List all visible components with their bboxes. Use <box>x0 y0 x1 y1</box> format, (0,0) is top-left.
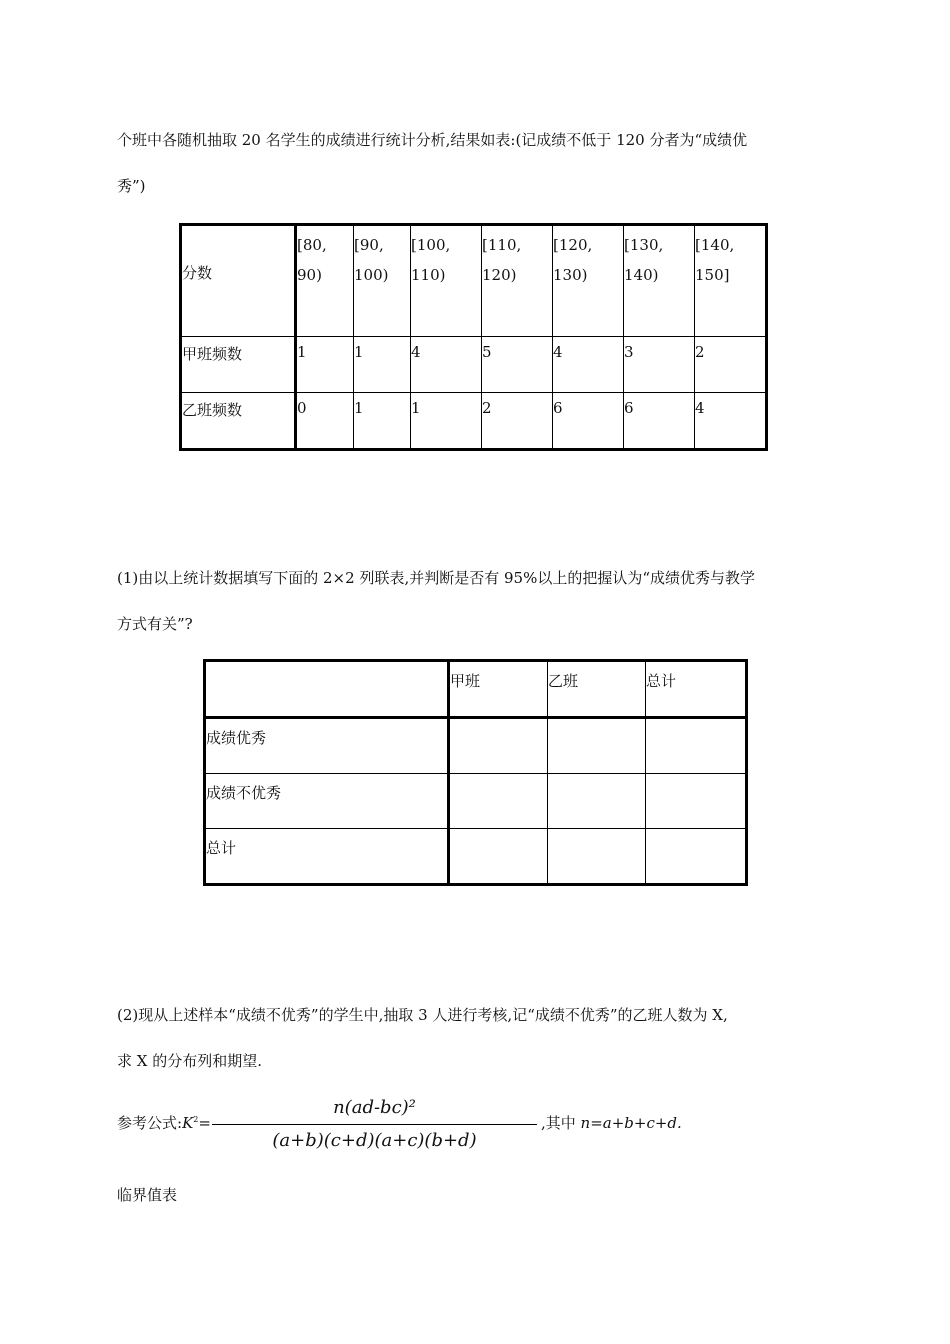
interval-start: [130, <box>624 236 664 254</box>
table-cell <box>411 337 482 393</box>
fraction-bar <box>212 1124 537 1125</box>
header-class-b: 乙班 <box>548 672 579 690</box>
interval-start: [80, <box>297 236 327 254</box>
table-cell <box>548 774 646 829</box>
table-cell <box>449 661 548 718</box>
table-cell <box>296 393 354 450</box>
cell-value: 1 <box>297 343 307 361</box>
formula-k: K <box>182 1114 194 1132</box>
table-cell <box>411 393 482 450</box>
table-cell <box>411 225 482 337</box>
table-cell <box>624 393 695 450</box>
cell-value: 4 <box>411 343 421 361</box>
table-cell <box>449 718 548 774</box>
table-row <box>181 337 767 393</box>
interval-end: 110) <box>411 266 446 284</box>
row-label-not-excellent: 成绩不优秀 <box>206 784 282 802</box>
cell-value: 4 <box>695 399 705 417</box>
question-1 <box>117 555 837 647</box>
question-2 <box>117 992 837 1084</box>
cell-value: 6 <box>553 399 563 417</box>
table-row <box>181 225 767 337</box>
table-cell <box>205 829 449 885</box>
table-cell <box>646 829 747 885</box>
cell-value: 1 <box>411 399 421 417</box>
row-label-class-b: 乙班频数 <box>182 401 243 419</box>
formula-prefix-group <box>117 1112 211 1133</box>
header-empty <box>206 662 447 670</box>
interval-start: [100, <box>411 236 451 254</box>
table-cell <box>181 393 296 450</box>
cell-value: 3 <box>624 343 634 361</box>
interval-start: [120, <box>553 236 593 254</box>
header-class-a: 甲班 <box>450 672 481 690</box>
table-cell <box>354 225 411 337</box>
critical-table-title <box>117 1172 837 1218</box>
table-cell <box>181 337 296 393</box>
question-2-line-2: 求 X 的分布列和期望. <box>117 1052 262 1070</box>
table-row <box>205 718 747 774</box>
interval-end: 130) <box>553 266 588 284</box>
row-label-total: 总计 <box>206 839 237 857</box>
table-cell <box>548 661 646 718</box>
header-total: 总计 <box>646 672 677 690</box>
table-cell <box>548 829 646 885</box>
interval-end: 150] <box>695 266 730 284</box>
table-cell <box>205 718 449 774</box>
table-cell <box>449 774 548 829</box>
formula-condition: n=a+b+c+d. <box>580 1114 682 1132</box>
cell-value: 1 <box>354 343 364 361</box>
table-cell <box>553 393 624 450</box>
table-cell <box>624 337 695 393</box>
formula-numerator: n(ad-bc)² <box>333 1097 416 1118</box>
formula-equals: = <box>198 1114 211 1132</box>
question-1-line-1: (1)由以上统计数据填写下面的 2×2 列联表,并判断是否有 95%以上的把握认为“成绩优秀与教学 <box>117 569 755 587</box>
table-cell <box>548 718 646 774</box>
table-cell <box>695 337 767 393</box>
table-row <box>205 661 747 718</box>
cell-value: 2 <box>695 343 705 361</box>
formula-k-exponent: 2 <box>193 1115 199 1124</box>
table-cell <box>354 337 411 393</box>
cell-value: 4 <box>553 343 563 361</box>
table-cell <box>482 225 553 337</box>
table-cell <box>205 774 449 829</box>
formula-denominator: (a+b)(c+d)(a+c)(b+d) <box>272 1130 477 1151</box>
cell-value: 0 <box>297 399 307 417</box>
formula-suffix: ,其中 <box>541 1114 581 1132</box>
table-cell <box>354 393 411 450</box>
contingency-table <box>203 659 748 886</box>
table-cell <box>296 337 354 393</box>
table-cell <box>624 225 695 337</box>
table-row <box>205 829 747 885</box>
table-cell <box>449 829 548 885</box>
critical-table-title-text: 临界值表 <box>117 1186 178 1204</box>
table-cell <box>646 774 747 829</box>
table-cell <box>296 225 354 337</box>
table-cell <box>181 225 296 337</box>
table-cell <box>646 718 747 774</box>
interval-end: 100) <box>354 266 389 284</box>
table-cell <box>482 337 553 393</box>
formula-suffix-group <box>541 1112 682 1133</box>
table-row <box>205 774 747 829</box>
question-2-line-1: (2)现从上述样本“成绩不优秀”的学生中,抽取 3 人进行考核,记“成绩不优秀”的乙班人数为 X, <box>117 1006 728 1024</box>
interval-end: 120) <box>482 266 517 284</box>
table-cell <box>695 393 767 450</box>
score-frequency-table <box>179 223 768 451</box>
cell-value: 2 <box>482 399 492 417</box>
interval-end: 90) <box>297 266 322 284</box>
formula-fraction <box>212 1095 537 1154</box>
table-cell <box>553 337 624 393</box>
question-1-line-2: 方式有关”? <box>117 615 193 633</box>
intro-line-1: 个班中各随机抽取 20 名学生的成绩进行统计分析,结果如表:(记成绩不低于 120 分者为“成绩优 <box>117 131 748 149</box>
table-cell <box>482 393 553 450</box>
table-cell <box>646 661 747 718</box>
cell-value: 1 <box>354 399 364 417</box>
cell-value: 5 <box>482 343 492 361</box>
row-label-class-a: 甲班频数 <box>182 345 243 363</box>
table-row <box>181 393 767 450</box>
table-cell <box>205 661 449 718</box>
table-cell <box>695 225 767 337</box>
formula-prefix: 参考公式: <box>117 1114 183 1132</box>
row-label-score: 分数 <box>182 264 213 282</box>
interval-start: [90, <box>354 236 384 254</box>
interval-start: [110, <box>482 236 522 254</box>
row-label-excellent: 成绩优秀 <box>206 729 267 747</box>
formula-k-squared <box>182 1114 198 1132</box>
table-cell <box>553 225 624 337</box>
cell-value: 6 <box>624 399 634 417</box>
intro-paragraph <box>117 117 837 209</box>
interval-start: [140, <box>695 236 735 254</box>
intro-line-2: 秀”) <box>117 177 146 195</box>
interval-end: 140) <box>624 266 659 284</box>
